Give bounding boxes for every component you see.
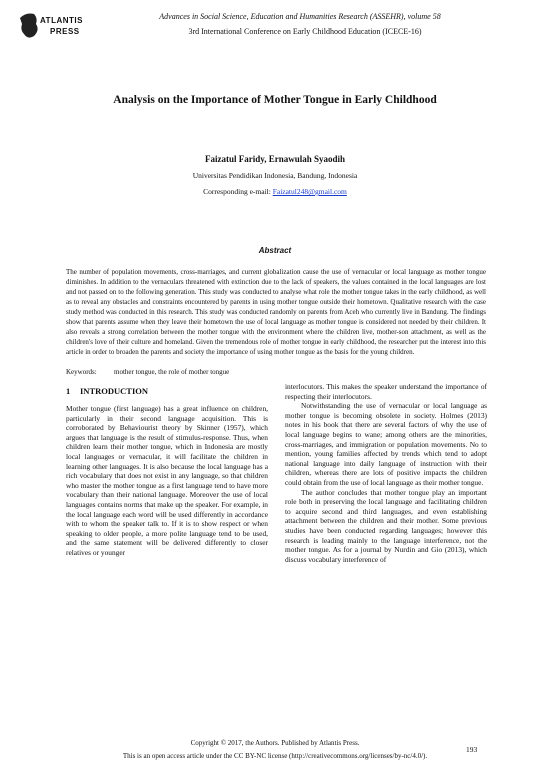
section-title: INTRODUCTION xyxy=(80,386,149,396)
keywords-label: Keywords: xyxy=(66,368,97,376)
paper-title: Analysis on the Importance of Mother Tongue in Early Childhood xyxy=(113,94,437,106)
keywords xyxy=(66,368,486,376)
left-column xyxy=(66,382,268,558)
keywords-value: mother tongue, the role of mother tongue xyxy=(114,368,230,376)
paper-authors: Faizatul Faridy, Ernawulah Syaodih xyxy=(204,154,346,164)
section-number: 1 xyxy=(66,386,71,396)
body-paragraph: interlocutors. This makes the speaker understand the importance of respecting their interlocutors. xyxy=(285,382,487,401)
email-link[interactable]: Faizatul248@gmail.com xyxy=(272,187,347,196)
right-column xyxy=(285,382,487,564)
footer-copyright: Copyright © 2017, the Authors. Published by Atlantis Press. xyxy=(190,739,360,747)
journal-header: Advances in Social Science, Education and Humanities Research (ASSEHR), volume 58 xyxy=(159,12,441,21)
email-label: Corresponding e-mail: xyxy=(203,187,273,196)
body-paragraph: Mother tongue (first language) has a great influence on children, particularly in their second language acquisition. This is corroborated by Behaviourist theory by Skinner (1957), which argues that language is the result of stimulus-response. Thus, when children learn their mother tongue, which in Indonesia are mostly local languages or vernacular, it will facilitate the children in learning other languages. It is also because the local language has a rich vocabulary that does not exist in any language, so that children who master the mother tongue as a first language tend to have more vocabulary than their national language. Moreover the use of local languages contains norms that make up the speaker. For example, in the local language each word will be used differently in accordance with to whom the speaker talk to. If it is to show respect or when speaking to older people, a more polite language tend to be used, and the same statement will be delivered differently to closer relatives or younger xyxy=(66,404,268,557)
body-paragraph: Notwithstanding the use of vernacular or local language as mother tongue is becoming obsolete in society. Holmes (2013) notes in his book that there are several factors of why the use of local language begins to wane; among others are the minorities, cross-marriages, and immigration or population movements. No to mention, young families affected by trends which tend to adopt national language into daily language of instruction with their children, whereas there are lots of positive impacts the children could obtain from the use of local language as their mother tongue. xyxy=(285,401,487,487)
page-number: 193 xyxy=(466,745,478,754)
abstract-heading: Abstract xyxy=(258,246,292,255)
logo-text-line1: ATLANTIS xyxy=(40,16,83,25)
logo-text-line2: PRESS xyxy=(50,27,80,36)
author-affiliation: Universitas Pendidikan Indonesia, Bandung, Indonesia xyxy=(192,171,358,180)
corresponding-email xyxy=(0,187,550,196)
footer-license: This is an open access article under the CC BY-NC license (http://creativecommons.org/licenses/by-nc/4.0/). xyxy=(122,752,428,760)
conference-header: 3rd International Conference on Early Childhood Education (ICECE-16) xyxy=(188,27,422,36)
section-heading xyxy=(66,386,268,396)
abstract-text: The number of population movements, cross-marriages, and current globalization cause the use of vernacular or local language as mother tongue diminishes. In addition to the vernaculars threatened with extinction due to the lack of speakers, the values contained in the local languages are lost and not passed on to the following generation. This study was conducted to analyse what role the mother tongue takes in the early childhood, as well as to reveal any obstacles and constraints encountered by parents in using mother tongue outside their hometown. Qualitative research with the case study method was conducted in this research. This study was conducted randomly on parents from Aceh who currently live in Bandung. The findings show that parents assume when they leave their hometown the use of local language as mother tongue is considered not needed by their children. It also reveals a strong correlation between the mother tongue with the environment where the children live, mother-son attachment, as well as the children's love of their culture and homeland. Given the tremendous role of mother tongue in early childhood, the researcher put the interest into this article in order to broaden the parents and society the importance of using mother tongue as the basis for the young children. xyxy=(66,268,486,356)
body-paragraph: The author concludes that mother tongue play an important role both in preserving the local language and facilitating children to acquire second and third languages, and even establishing attachment between the children and their mother. Some previous studies have been conducted regarding languages; however this research is leading mainly to the language interference, not the mother tongue. As for a journal by Nurdin and Gio (2013), which discuss vocabulary interference of xyxy=(285,487,487,564)
